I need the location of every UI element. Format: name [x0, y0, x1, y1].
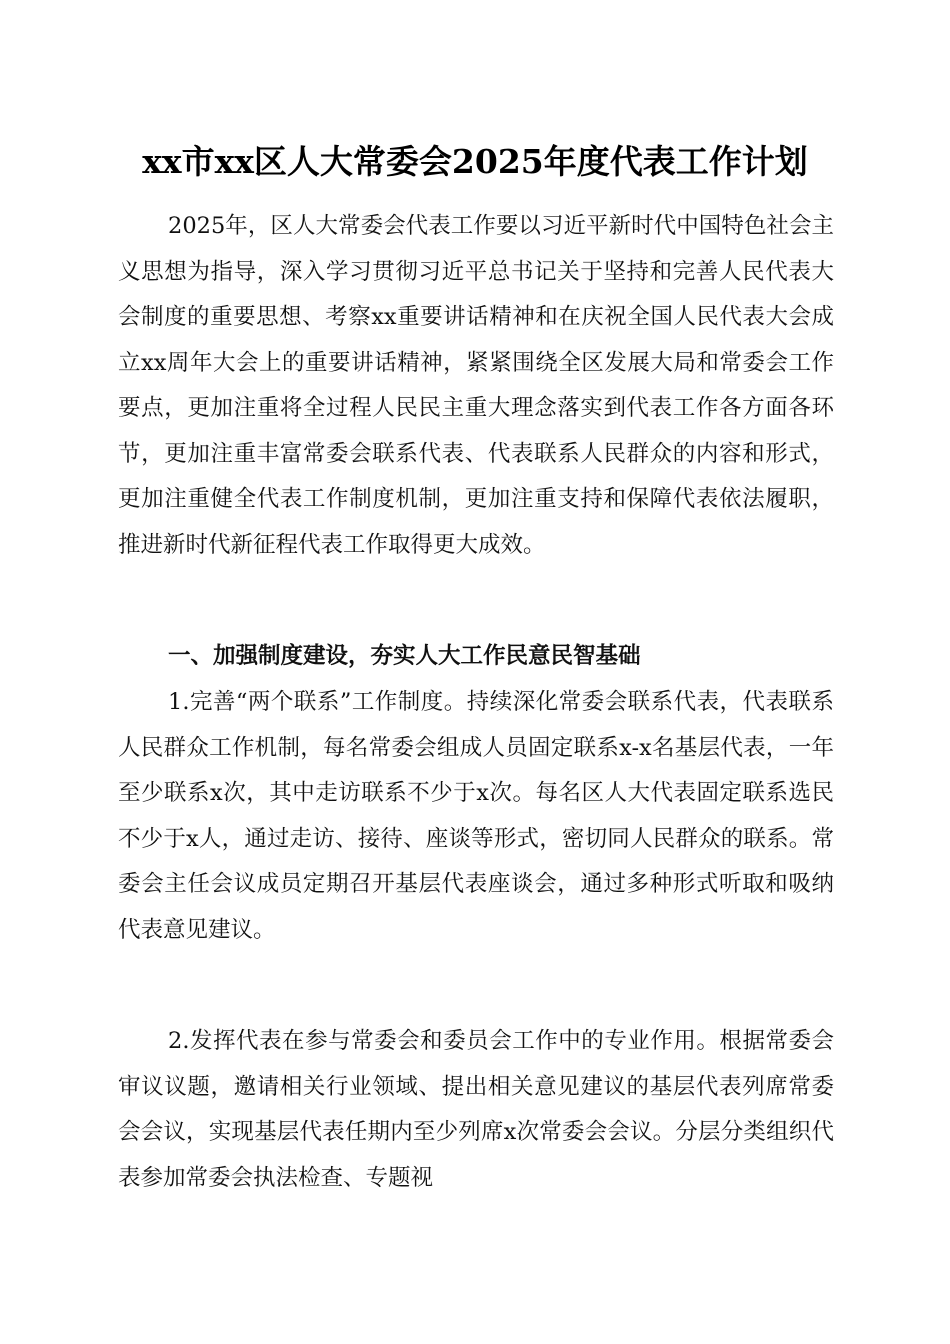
section-heading-1: 一、加强制度建设，夯实人大工作民意民智基础 [168, 643, 641, 669]
paragraph-item-1: 1.完善“两个联系”工作制度。持续深化常委会联系代表，代表联系人民群众工作机制，每名常委会组成人员固定联系x-x名基层代表，一年至少联系x次，其中走访联系不少于x次。每名区人大代表固定联系选民不少于x人，通过走访、接待、座谈等形式，密切同人民群众的联系。常委会主任会议成员定期召开基层代表座谈会，通过多种形式听取和吸纳代表意见建议。 [118, 689, 834, 943]
intro-paragraph: 2025年，区人大常委会代表工作要以习近平新时代中国特色社会主义思想为指导，深入学习贯彻习近平总书记关于坚持和完善人民代表大会制度的重要思想、考察xx重要讲话精神和在庆祝全国人民代表大会成立xx周年大会上的重要讲话精神，紧紧围绕全区发展大局和常委会工作要点，更加注重将全过程人民民主重大理念落实到代表工作各方面各环节，更加注重丰富常委会联系代表、代表联系人民群众的内容和形式，更加注重健全代表工作制度机制，更加注重支持和保障代表依法履职，推进新时代新征程代表工作取得更大成效。 [118, 213, 834, 558]
paragraph-item-2: 2.发挥代表在参与常委会和委员会工作中的专业作用。根据常委会审议议题，邀请相关行业领域、提出相关意见建议的基层代表列席常委会会议，实现基层代表任期内至少列席x次常委会会议。分层分类组织代表参加常委会执法检查、专题视 [118, 1028, 834, 1191]
document-title: xx市xx区人大常委会2025年度代表工作计划 [142, 142, 808, 181]
